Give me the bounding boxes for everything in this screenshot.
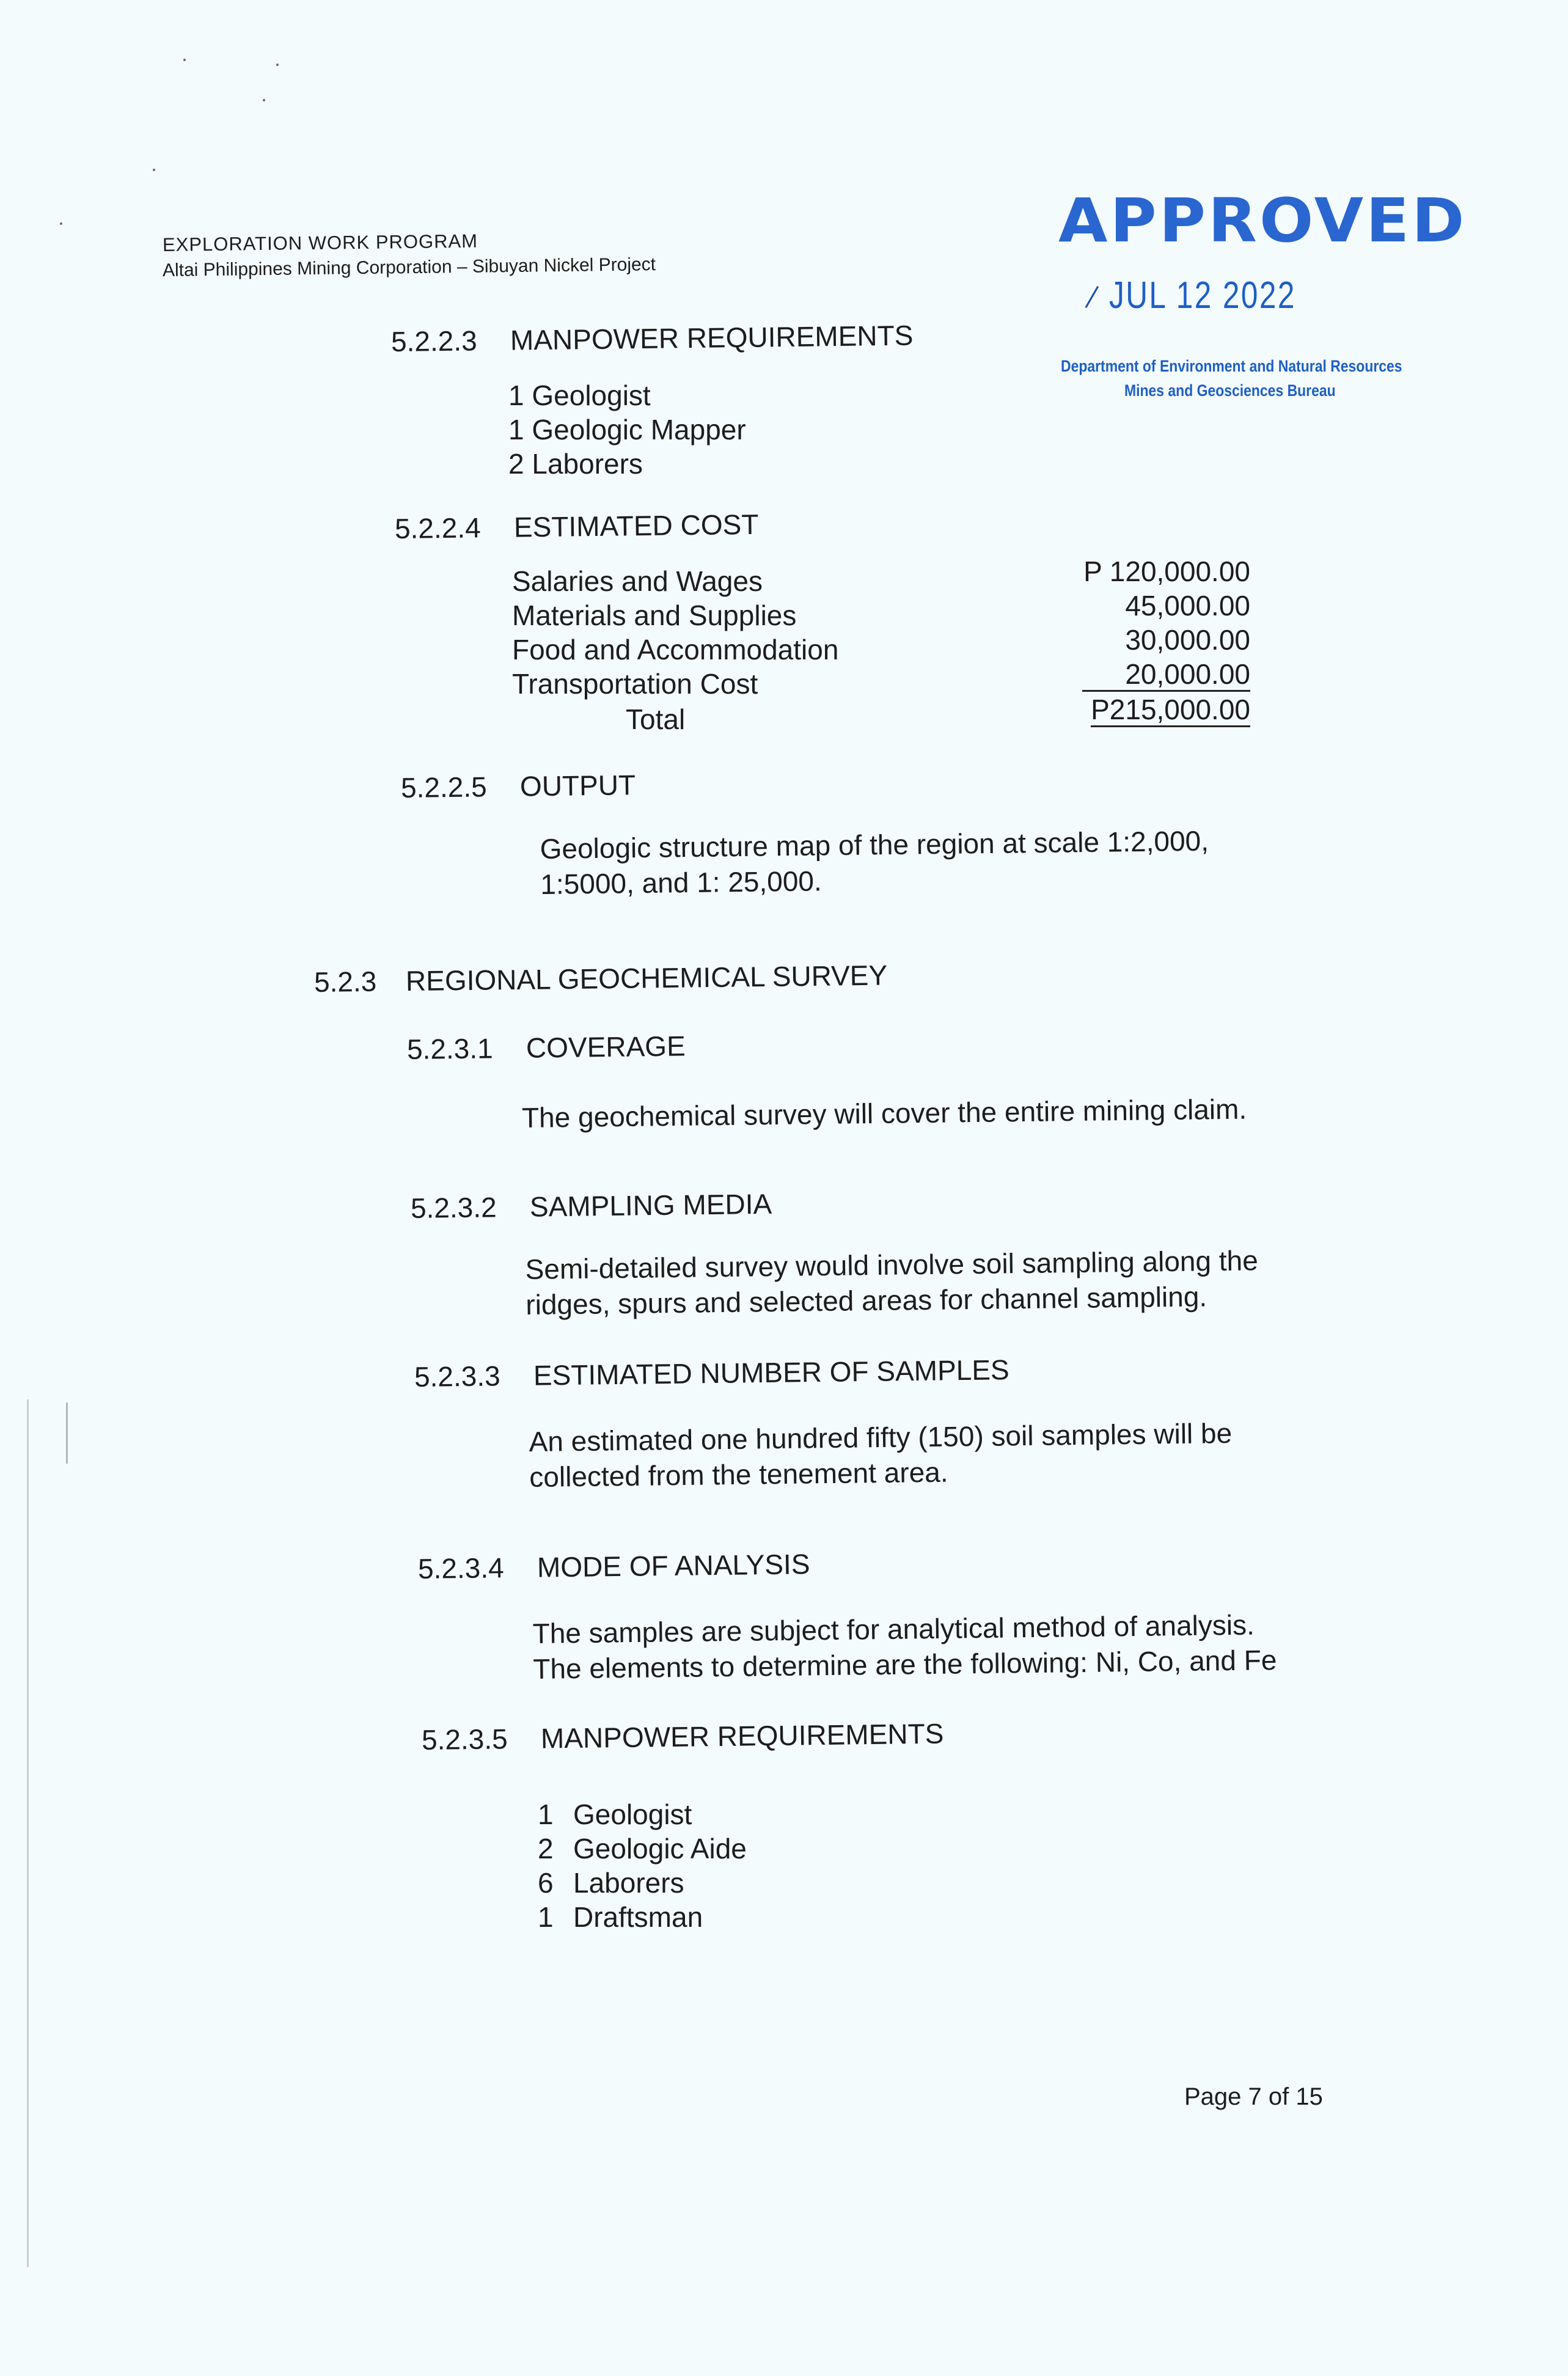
cost-label: Salaries and Wages: [512, 565, 763, 597]
stamp-date: JUL 12 2022: [1109, 274, 1296, 317]
paragraph: [540, 823, 1209, 902]
approved-stamp: [996, 183, 1485, 416]
paragraph-line: Semi-detailed survey would involve soil sampling along the: [525, 1244, 1259, 1286]
item-count: 1: [508, 414, 524, 446]
section-number: 5.2.3.2: [410, 1191, 497, 1224]
section-number: 5.2.3.4: [417, 1552, 504, 1585]
list-item: [538, 1866, 684, 1899]
section-number: 5.2.3.3: [414, 1360, 500, 1393]
paragraph-line: An estimated one hundred fifty (150) soil samples will be: [529, 1417, 1233, 1458]
list-item: [508, 379, 651, 412]
item-role: Geologic Aide: [573, 1833, 747, 1865]
item-count: 1: [538, 1901, 554, 1933]
item-role: Laborers: [532, 448, 643, 480]
paragraph: [532, 1607, 1277, 1687]
cost-total-label: Total: [626, 703, 686, 735]
paragraph-line: The elements to determine are the following: Ni, Co, and Fe: [533, 1644, 1277, 1685]
scan-speck: [60, 222, 62, 225]
cost-amount: P 120,000.00: [1083, 556, 1250, 587]
paragraph: [525, 1242, 1259, 1322]
cost-label: Transportation Cost: [512, 668, 758, 700]
item-count: 2: [508, 448, 524, 480]
document-header-title: EXPLORATION WORK PROGRAM: [162, 230, 478, 255]
scan-speck: [276, 64, 279, 66]
section-title: MANPOWER REQUIREMENTS: [510, 319, 914, 356]
section-5-2-3-heading: [314, 959, 888, 999]
section-number: 5.2.2.5: [400, 771, 487, 804]
section-title: REGIONAL GEOCHEMICAL SURVEY: [405, 959, 888, 997]
paragraph-line: Geologic structure map of the region at scale 1:2,000,: [540, 824, 1209, 865]
section-5-2-3-4-heading: [418, 1547, 810, 1585]
item-count: 2: [538, 1833, 554, 1865]
item-count: 1: [538, 1799, 554, 1830]
item-count: 1: [508, 380, 524, 411]
section-number: 5.2.3: [313, 965, 377, 998]
paragraph-line: The samples are subject for analytical method of analysis.: [532, 1608, 1255, 1650]
scan-speck: [263, 99, 265, 101]
cost-amount: 45,000.00: [1125, 590, 1250, 622]
item-count: 6: [538, 1867, 554, 1899]
stamp-approved-word: APPROVED: [1058, 185, 1467, 256]
section-title: MANPOWER REQUIREMENTS: [540, 1717, 944, 1755]
section-5-2-2-3-heading: [391, 319, 914, 358]
cost-total-value: P215,000.00: [1091, 694, 1250, 727]
item-role: Draftsman: [573, 1901, 703, 1933]
cost-amount: 30,000.00: [1125, 624, 1250, 656]
cost-amount: [1082, 658, 1250, 691]
cost-amount-underlined: 20,000.00: [1082, 658, 1250, 692]
scan-speck: [153, 169, 155, 171]
section-5-2-3-2-heading: [411, 1187, 772, 1225]
paragraph: [529, 1415, 1233, 1495]
item-role: Geologist: [532, 380, 651, 411]
signature-mark: [1085, 286, 1110, 314]
scan-speck: [183, 59, 186, 61]
list-item: [508, 413, 746, 446]
cost-label: Materials and Supplies: [512, 600, 797, 631]
paragraph-line: collected from the tenement area.: [529, 1456, 948, 1493]
section-title: ESTIMATED NUMBER OF SAMPLES: [533, 1354, 1009, 1392]
section-5-2-3-1-heading: [407, 1029, 686, 1066]
section-title: COVERAGE: [526, 1030, 686, 1064]
section-5-2-2-5-heading: [401, 768, 636, 804]
section-5-2-3-5-heading: [422, 1717, 944, 1756]
scan-edge-line: [27, 1399, 29, 2267]
section-number: 5.2.2.3: [390, 324, 477, 358]
stamp-department: Department of Environment and Natural Resources: [1061, 357, 1402, 375]
paragraph-line: The geochemical survey will cover the entire mining claim.: [521, 1093, 1247, 1134]
paragraph-line: ridges, spurs and selected areas for channel sampling.: [526, 1280, 1207, 1321]
section-5-2-3-3-heading: [414, 1353, 1009, 1393]
page-number: Page 7 of 15: [1184, 2083, 1323, 2110]
section-title: OUTPUT: [519, 769, 636, 802]
section-number: 5.2.3.5: [421, 1723, 508, 1756]
stamp-bureau: Mines and Geosciences Bureau: [1124, 381, 1336, 400]
cost-total-amount: [1091, 693, 1250, 726]
scan-mark: [66, 1402, 68, 1464]
list-item: [538, 1832, 747, 1865]
document-header-subtitle: Altai Philippines Mining Corporation – Sibuyan Nickel Project: [162, 254, 656, 280]
paragraph: [522, 1091, 1247, 1135]
cost-label: Food and Accommodation: [512, 634, 839, 666]
section-number: 5.2.3.1: [406, 1032, 493, 1065]
item-role: Geologic Mapper: [532, 414, 746, 446]
section-5-2-2-4-heading: [395, 508, 759, 545]
list-item: [538, 1798, 692, 1831]
paragraph-line: 1:5000, and 1: 25,000.: [540, 865, 822, 900]
item-role: Geologist: [573, 1799, 692, 1830]
list-item: [538, 1901, 703, 1934]
section-title: ESTIMATED COST: [513, 508, 759, 543]
item-role: Laborers: [573, 1867, 684, 1899]
list-item: [508, 447, 643, 480]
section-number: 5.2.2.4: [394, 512, 481, 544]
section-title: SAMPLING MEDIA: [529, 1187, 772, 1223]
section-title: MODE OF ANALYSIS: [537, 1548, 810, 1583]
